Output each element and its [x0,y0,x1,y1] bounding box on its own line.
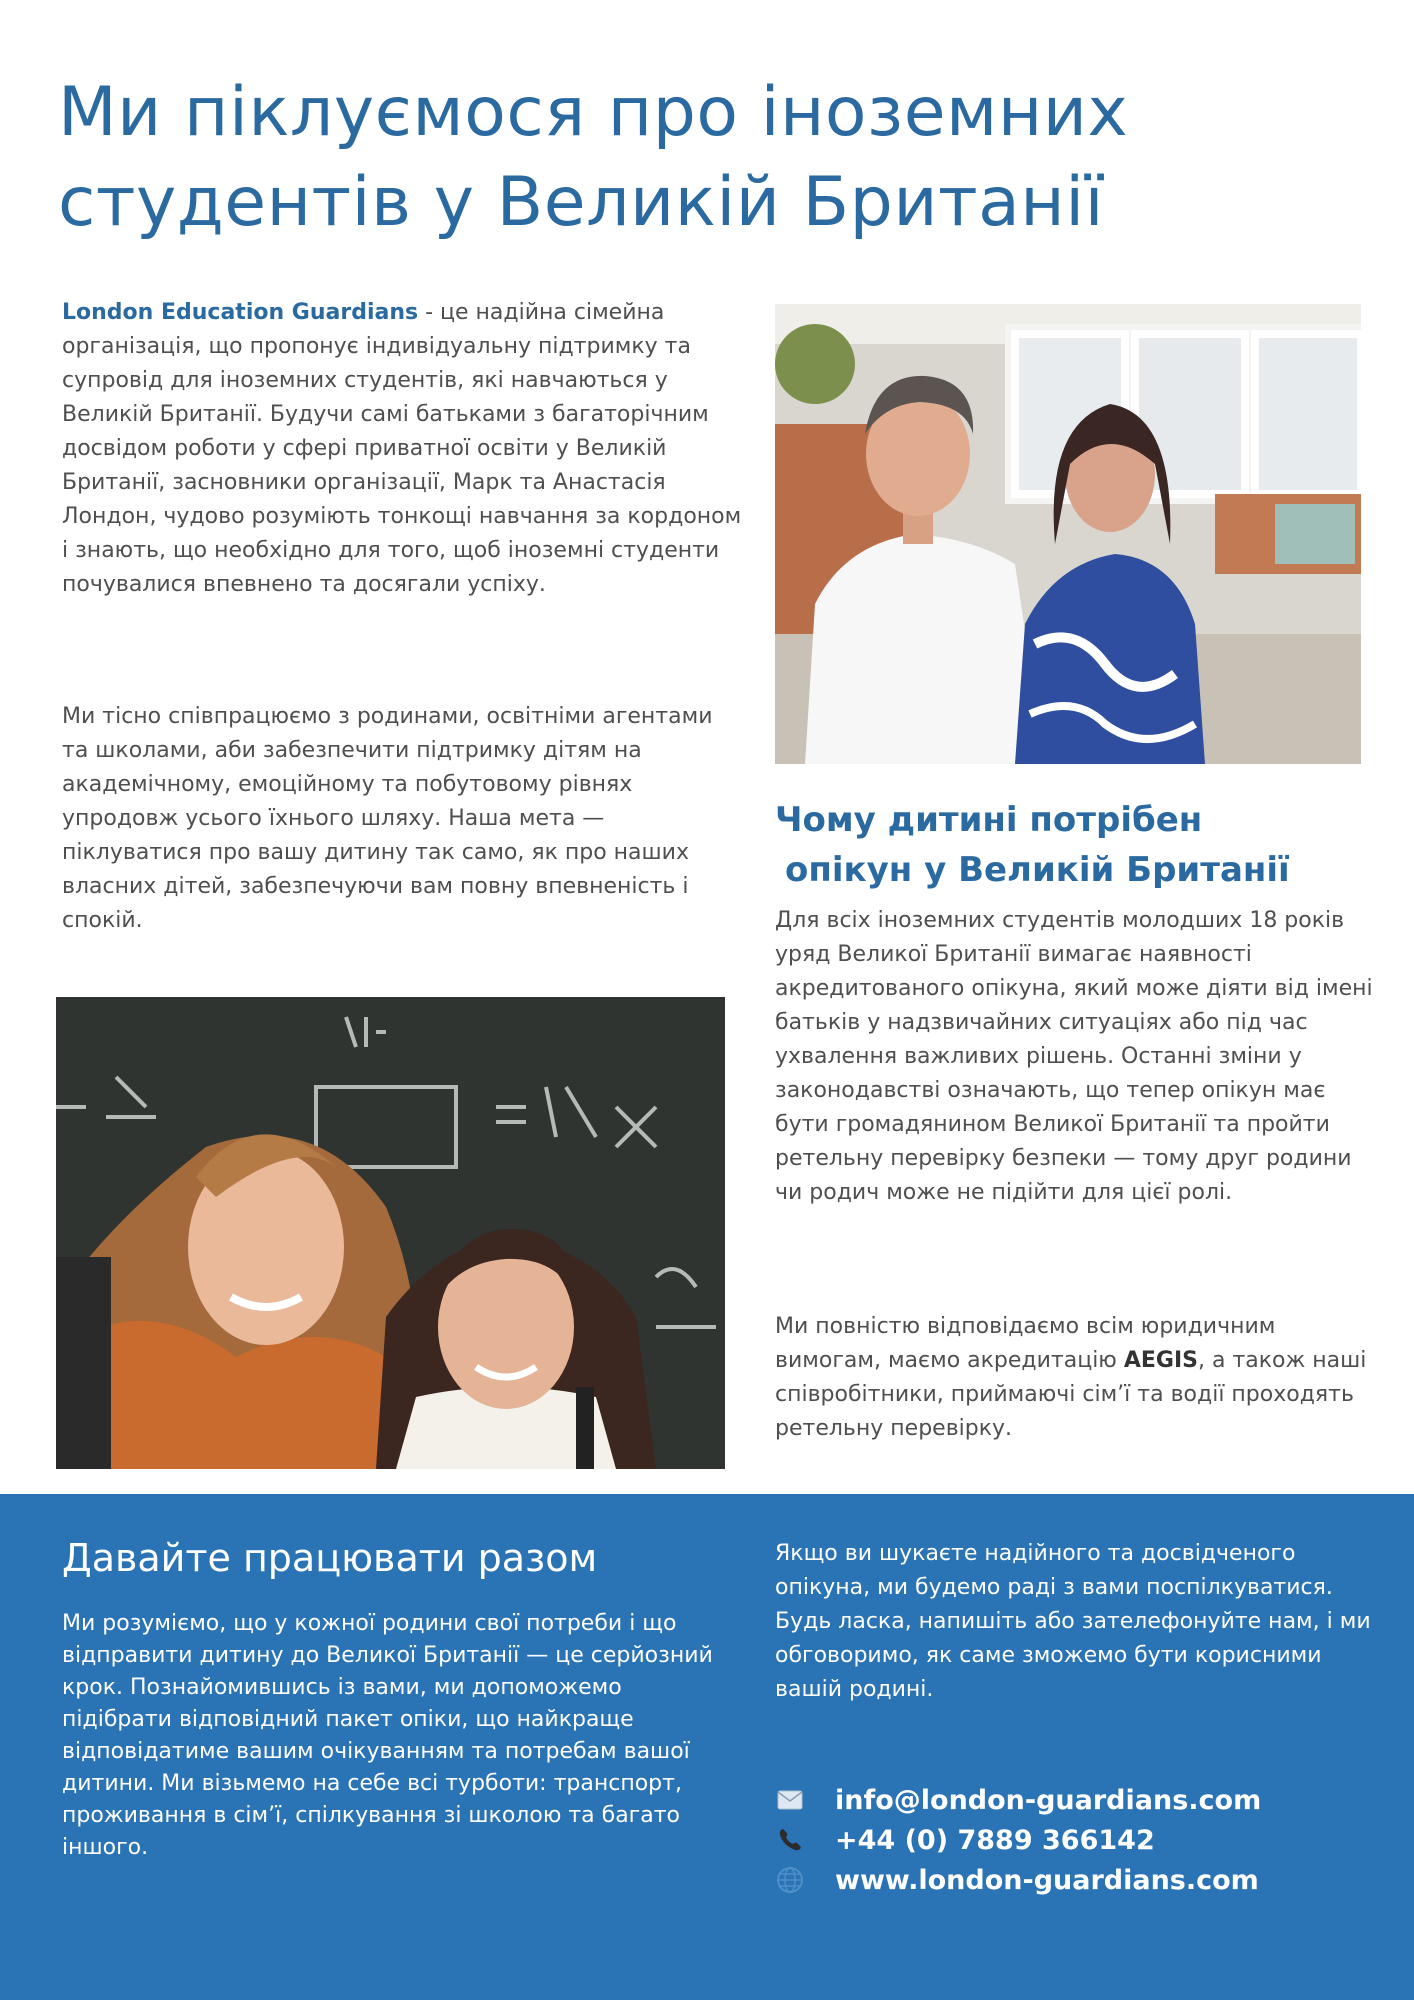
founders-photo [775,304,1361,764]
why-guardian-paragraph-2 [775,1310,1375,1446]
globe-icon [775,1865,805,1895]
page-title [58,68,1358,248]
work-together-heading: Давайте працювати разом [62,1536,598,1580]
intro-paragraph-1 [62,296,742,602]
contact-website[interactable]: www.london-guardians.com [835,1864,1259,1896]
page-title-line2: студентів у Великій Британії [58,163,1105,242]
students-photo [56,997,725,1469]
contact-email-row[interactable] [775,1780,1395,1820]
work-together-paragraph: Ми розуміємо, що у кожної родини свої потреби і що відправити дитину до Великої Британії — це серйозний крок. Познайомившись із вами, ми допоможемо підібрати відповідний пакет опіки, що найкраще відповідатиме вашим очікуванням та потребам вашої дитини. Ми візьмемо на себе всі турботи: транспорт, проживання в сім’ї, спілкування зі школою та багато іншого. [62,1611,713,1860]
phone-icon [775,1825,805,1855]
legal-text-end: , а також наші співробітники, приймаючі сім’ї та водії проходять ретельну перевірку. [775,1348,1367,1441]
contact-website-row[interactable] [775,1860,1395,1900]
contact-phone[interactable]: +44 (0) 7889 366142 [835,1824,1155,1856]
envelope-icon [775,1785,805,1815]
contact-list [775,1780,1395,1900]
why-guardian-paragraph-1: Для всіх іноземних студентів молодших 18 років уряд Великої Британії вимагає наявності акредитованого опікуна, який може діяти від імені батьків у надзвичайних ситуаціях або під час ухвалення важливих рішень. Останні зміни у законодавстві означають, що тепер опікун має бути громадянином Великої Британії та пройти ретельну перевірку безпеки — тому друг родини чи родич може не підійти для цієї ролі. [775,908,1373,1205]
legal-text-start: Ми повністю відповідаємо всім юридичним вимогам, маємо акредитацію [775,1314,1276,1373]
contact-phone-row[interactable] [775,1820,1395,1860]
why-guardian-heading [775,795,1375,895]
contact-email[interactable]: info@london-guardians.com [835,1784,1262,1816]
contact-intro-paragraph: Якщо ви шукаєте надійного та досвідченого опікуна, ми будемо раді з вами поспілкуватися. Будь ласка, напишіть або зателефонуйте нам, і ми обговоримо, як саме зможемо бути корисними вашій родині. [775,1541,1371,1702]
page-title-line1: Ми піклуємося про іноземних [58,73,1129,152]
why-guardian-heading-line1: Чому дитині потрібен [775,800,1203,840]
why-guardian-heading-line2: опікун у Великій Британії [785,850,1290,890]
intro-paragraph-2: Ми тісно співпрацюємо з родинами, освітніми агентами та школами, аби забезпечити підтримку дітям на академічному, емоційному та побутовому рівнях упродовж усього їхнього шляху. Наша мета — піклуватися про вашу дитину так само, як про наших власних дітей, забезпечуючи вам повну впевненість і спокій. [62,704,713,933]
brand-name: London Education Guardians [62,300,419,325]
intro-paragraph-1-text: - це надійна сімейна організація, що пропонує індивідуальну підтримку та супровід для іноземних студентів, які навчаються у Великій Британії. Будучи самі батьками з багаторічним досвідом роботи у сфері приватної освіти у Великій Британії, засновники організації, Марк та Анастасія Лондон, чудово розуміють тонкощі навчання за кордоном і знають, що необхідно для того, щоб іноземні студенти почувалися впевнено та досягали успіху. [62,300,742,597]
aegis-accreditation: AEGIS [1123,1348,1198,1373]
